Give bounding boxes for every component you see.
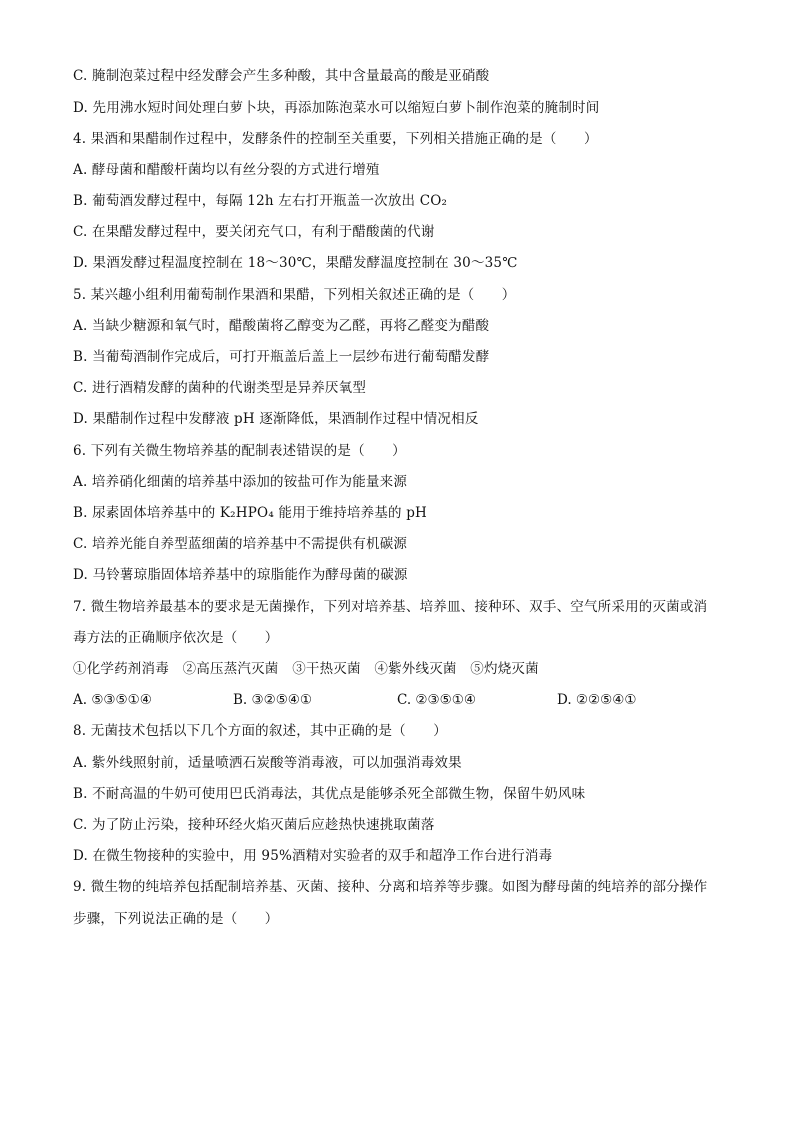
q9-stem-line2: 步骤，下列说法正确的是（ ） [73, 911, 279, 927]
q6-option-c: C. 培养光能自养型蓝细菌的培养基中不需提供有机碳源 [73, 536, 408, 552]
q8-option-a: A. 紫外线照射前，适量喷洒石炭酸等消毒液，可以加强消毒效果 [73, 755, 462, 771]
q6-option-a: A. 培养硝化细菌的培养基中添加的铵盐可作为能量来源 [73, 474, 408, 490]
q5-option-d: D. 果醋制作过程中发酵液 pH 逐渐降低，果酒制作过程中情况相反 [73, 411, 479, 427]
q9-stem-line1: 9. 微生物的纯培养包括配制培养基、灭菌、接种、分离和培养等步骤。如图为酵母菌的纯培养的部分操作 [73, 879, 708, 895]
q7-stem-line1: 7. 微生物培养最基本的要求是无菌操作，下列对培养基、培养皿、接种环、双手、空气所采用的灭菌或消 [73, 599, 708, 615]
q7-method-list: ①化学药剂消毒 ②高压蒸汽灭菌 ③干热灭菌 ④紫外线灭菌 ⑤灼烧灭菌 [73, 661, 539, 677]
q4-option-c: C. 在果醋发酵过程中，要关闭充气口，有利于醋酸菌的代谢 [73, 224, 435, 240]
q8-stem: 8. 无菌技术包括以下几个方面的叙述，其中正确的是（ ） [73, 723, 447, 739]
q8-option-d: D. 在微生物接种的实验中，用 95%酒精对实验者的双手和超净工作台进行消毒 [73, 848, 553, 864]
q3-option-c: C. 腌制泡菜过程中经发酵会产生多种酸，其中含量最高的酸是亚硝酸 [73, 68, 490, 84]
q5-option-a: A. 当缺少糖源和氧气时，醋酸菌将乙醇变为乙醛，再将乙醛变为醋酸 [73, 318, 490, 334]
q7-option-d: D. ②②⑤④① [557, 692, 637, 708]
q4-stem: 4. 果酒和果醋制作过程中，发酵条件的控制至关重要，下列相关措施正确的是（ ） [73, 131, 598, 147]
q7-option-b: B. ③②⑤④① [233, 692, 313, 708]
q4-option-a: A. 酵母菌和醋酸杆菌均以有丝分裂的方式进行增殖 [73, 162, 380, 178]
q7-option-a: A. ⑤③⑤①④ [73, 692, 152, 708]
q6-option-b: B. 尿素固体培养基中的 K₂HPO₄ 能用于维持培养基的 pH [73, 505, 428, 521]
q5-option-b: B. 当葡萄酒制作完成后，可打开瓶盖后盖上一层纱布进行葡萄醋发酵 [73, 349, 490, 365]
q5-option-c: C. 进行酒精发酵的菌种的代谢类型是异养厌氧型 [73, 380, 367, 396]
q8-option-c: C. 为了防止污染，接种环经火焰灭菌后应趁热快速挑取菌落 [73, 817, 435, 833]
q5-stem: 5. 某兴趣小组利用葡萄制作果酒和果醋，下列相关叙述正确的是（ ） [73, 287, 516, 303]
q8-option-b: B. 不耐高温的牛奶可使用巴氏消毒法，其优点是能够杀死全部微生物，保留牛奶风味 [73, 786, 586, 802]
q6-stem: 6. 下列有关微生物培养基的配制表述错误的是（ ） [73, 443, 406, 459]
q3-option-d: D. 先用沸水短时间处理白萝卜块，再添加陈泡菜水可以缩短白萝卜制作泡菜的腌制时间 [73, 100, 600, 116]
q4-option-d: D. 果酒发酵过程温度控制在 18～30℃，果醋发酵温度控制在 30～35℃ [73, 255, 518, 271]
q6-option-d: D. 马铃薯琼脂固体培养基中的琼脂能作为酵母菌的碳源 [73, 567, 408, 583]
q4-option-b: B. 葡萄酒发酵过程中，每隔 12h 左右打开瓶盖一次放出 CO₂ [73, 193, 448, 209]
q7-option-c: C. ②③⑤①④ [397, 692, 476, 708]
q7-stem-line2: 毒方法的正确顺序依次是（ ） [73, 630, 279, 646]
